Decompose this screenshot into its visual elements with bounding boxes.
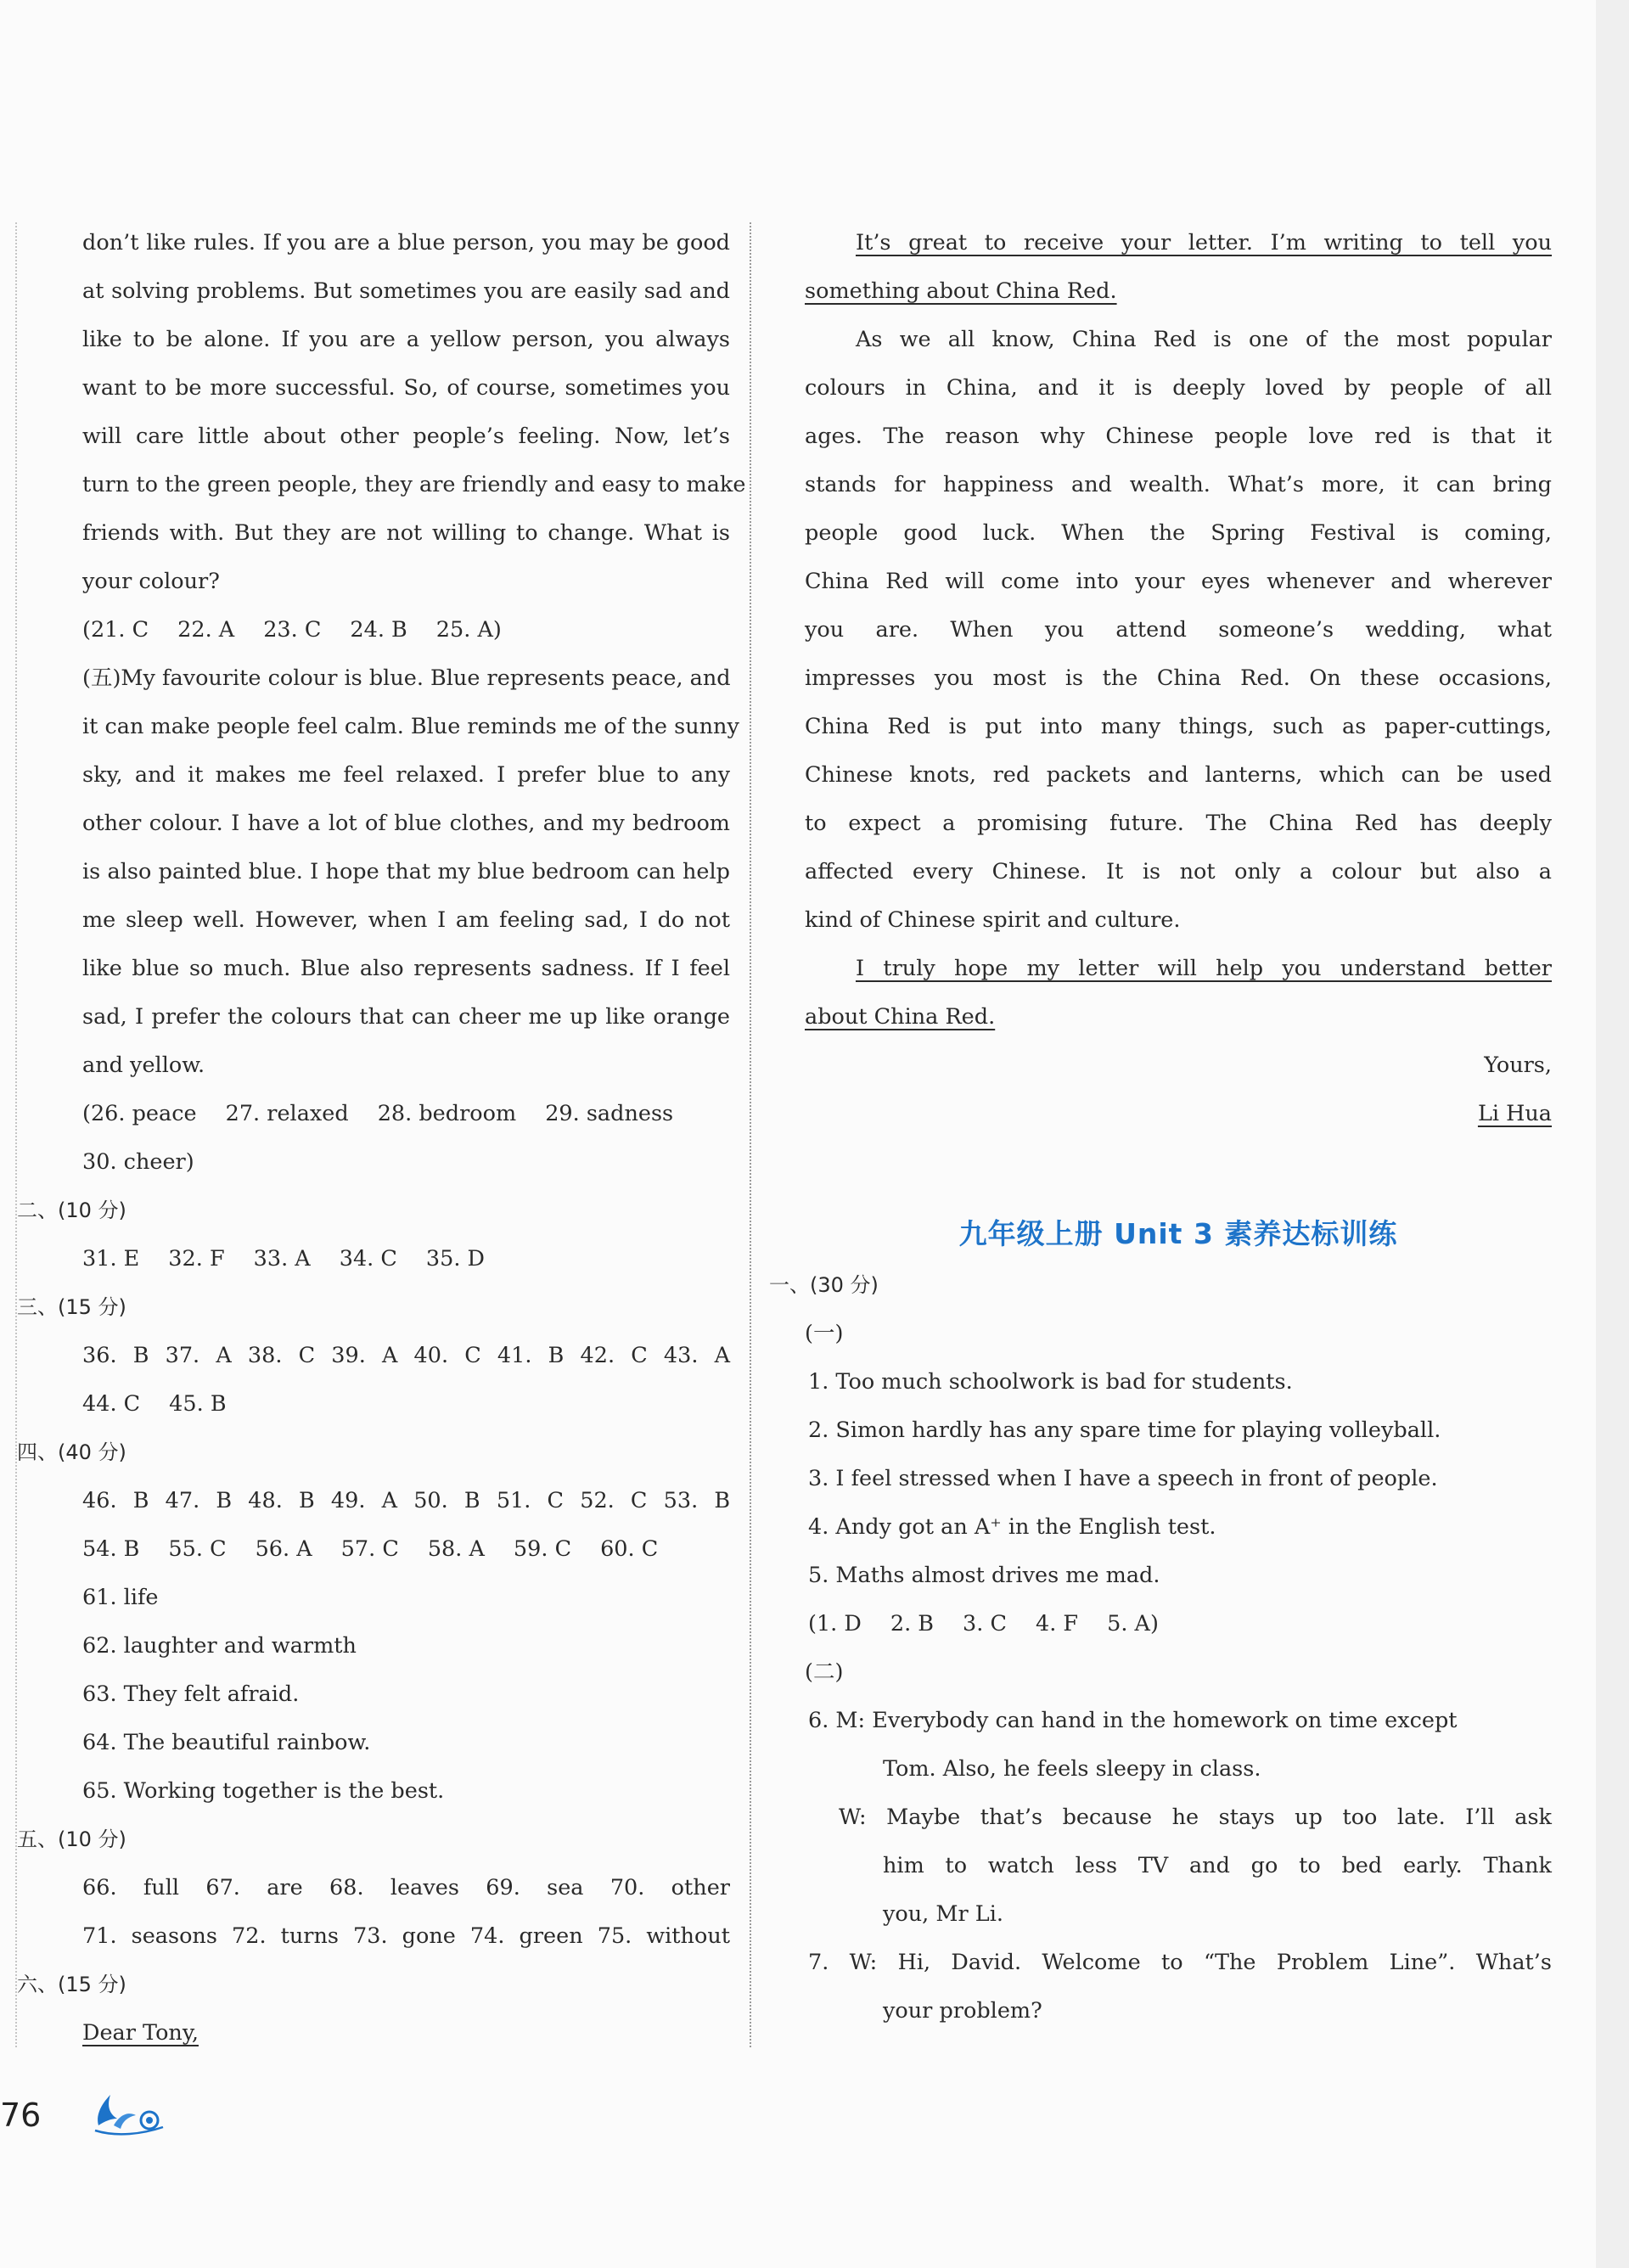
text-line: Chinese knots, red packets and lanterns, which can be used (805, 762, 1552, 788)
answer: 28. bedroom (377, 1101, 517, 1126)
text-line: affected every Chinese. It is not only a colour but also a (805, 859, 1552, 884)
section-heading: 三、(15 分) (17, 1295, 126, 1319)
text-line: people good luck. When the Spring Festival is coming, (805, 520, 1552, 546)
column-divider (750, 222, 751, 2047)
answer: 67. are (205, 1875, 303, 1900)
answer: 54. B (82, 1536, 140, 1562)
book-logo-icon (92, 2090, 168, 2137)
answer: 2. B (890, 1611, 935, 1636)
text-line: kind of Chinese spirit and culture. (805, 907, 1181, 933)
answer: 44. C (82, 1391, 141, 1417)
answer: 58. A (427, 1536, 485, 1562)
answer: 24. B (350, 617, 407, 643)
answer: 31. E (82, 1246, 140, 1272)
answer: 36. B (82, 1343, 149, 1368)
answer-row-44-45 (82, 1380, 730, 1429)
right-column (805, 219, 1552, 1138)
answer-row-66-70 (82, 1864, 730, 1912)
dialogue-line: your problem? (883, 1998, 1042, 2024)
answer: 72. turns (232, 1923, 339, 1949)
page-edge-shadow (1596, 0, 1629, 2268)
answer: 5. A) (1107, 1611, 1159, 1636)
section-heading: 二、(10 分) (17, 1199, 126, 1222)
right-column-exercises (769, 1261, 1552, 2035)
text-line: will care little about other people’s feeling. Now, let’s (82, 424, 730, 449)
answer-64: 64. The beautiful rainbow. (82, 1730, 371, 1755)
answer: 42. C (580, 1343, 648, 1368)
answer: 45. B (169, 1391, 227, 1417)
left-column (17, 219, 746, 2057)
answer-61: 61. life (82, 1585, 159, 1610)
section-heading: 六、(15 分) (17, 1973, 126, 1996)
text-line: you are. When you attend someone’s wedding, what (805, 617, 1552, 643)
answer: 59. C (513, 1536, 572, 1562)
answer: 40. C (413, 1343, 481, 1368)
answer: 74. green (469, 1923, 583, 1949)
answer-62: 62. laughter and warmth (82, 1633, 357, 1659)
text-line: impresses you most is the China Red. On these occasions, (805, 665, 1552, 691)
answer-65: 65. Working together is the best. (82, 1778, 445, 1804)
answer: 55. C (168, 1536, 227, 1562)
item: 2. Simon hardly has any spare time for playing volleyball. (808, 1418, 1441, 1443)
answer: 53. B (663, 1488, 731, 1513)
answer: 25. A) (435, 617, 502, 643)
text-line: ages. The reason why Chinese people love red is that it (805, 424, 1552, 449)
answer: 43. A (663, 1343, 731, 1368)
answer: (1. D (808, 1611, 862, 1636)
section-heading: 四、(40 分) (17, 1440, 126, 1464)
answer-63: 63. They felt afraid. (82, 1681, 300, 1707)
text-line: As we all know, China Red is one of the most popular (856, 327, 1552, 352)
item: 1. Too much schoolwork is bad for students. (808, 1369, 1293, 1395)
part-heading: (二) (805, 1659, 844, 1685)
answer: 33. A (253, 1246, 311, 1272)
dialogue-line: you, Mr Li. (883, 1901, 1003, 1927)
text-line: it can make people feel calm. Blue reminds me of the sunny (82, 714, 739, 739)
section-heading: 一、(30 分) (769, 1273, 879, 1297)
answer: 69. sea (486, 1875, 584, 1900)
text-line: colours in China, and it is deeply loved by people of all (805, 375, 1552, 401)
answer-row-36-43 (82, 1332, 730, 1380)
text-line: China Red will come into your eyes whenever and wherever (805, 569, 1552, 594)
dialogue-line: 6. M: Everybody can hand in the homework on time except (808, 1708, 1458, 1733)
text-line: other colour. I have a lot of blue clothes, and my bedroom (82, 811, 730, 836)
answer: 52. C (580, 1488, 648, 1513)
answer-row-31-35 (82, 1235, 730, 1283)
answer-row-46-53 (82, 1477, 730, 1525)
part-heading: (一) (805, 1321, 844, 1346)
letter-greeting: Dear Tony, (82, 2020, 199, 2046)
answer: 66. full (82, 1875, 180, 1900)
answer: 4. F (1035, 1611, 1079, 1636)
answer: 37. A (165, 1343, 232, 1368)
answer-row-54-60 (82, 1525, 730, 1574)
answer: 27. relaxed (225, 1101, 349, 1126)
dialogue-line: W: Maybe that’s because he stays up too late. I’ll ask (839, 1805, 1552, 1830)
answer-row-21-25 (82, 606, 730, 654)
answer: 29. sadness (545, 1101, 674, 1126)
answer: 60. C (600, 1536, 659, 1562)
answer: 35. D (425, 1246, 485, 1272)
answer: 47. B (165, 1488, 233, 1513)
item: 3. I feel stressed when I have a speech in front of people. (808, 1466, 1438, 1491)
answer-row-26-29 (82, 1090, 730, 1138)
text-line: (五)My favourite colour is blue. Blue represents peace, and (82, 665, 731, 691)
section-heading: 五、(10 分) (17, 1827, 126, 1851)
text-line: I truly hope my letter will help you understand better (856, 956, 1552, 981)
answer: 23. C (263, 617, 322, 643)
answer: (26. peace (82, 1101, 197, 1126)
answer: 46. B (82, 1488, 149, 1513)
answer: 56. A (255, 1536, 312, 1562)
answer: 3. C (963, 1611, 1007, 1636)
text-line: like to be alone. If you are a yellow person, you always (82, 327, 730, 352)
answer: 34. C (339, 1246, 397, 1272)
text-line: your colour? (82, 569, 220, 594)
sign-off: Yours, (1484, 1053, 1552, 1078)
signature: Li Hua (1477, 1101, 1552, 1126)
page-number: 76 (0, 2097, 42, 2134)
text-line: friends with. But they are not willing to change. What is (82, 520, 730, 546)
answer: 48. B (248, 1488, 315, 1513)
answer: 57. C (340, 1536, 399, 1562)
text-line: like blue so much. Blue also represents sadness. If I feel (82, 956, 730, 981)
unit-title: 九年级上册 Unit 3 素养达标训练 (958, 1217, 1398, 1250)
text-line: stands for happiness and wealth. What’s more, it can bring (805, 472, 1552, 497)
answer-row-71-75 (82, 1912, 730, 1961)
text-line: China Red is put into many things, such as paper-cuttings, (805, 714, 1552, 739)
text-line: want to be more successful. So, of course, sometimes you (82, 375, 730, 401)
text-line: at solving problems. But sometimes you are easily sad and (82, 278, 730, 304)
answer: 41. B (497, 1343, 565, 1368)
text-line: sky, and it makes me feel relaxed. I prefer blue to any (82, 762, 730, 788)
item: 4. Andy got an A⁺ in the English test. (808, 1514, 1216, 1540)
answer: 50. B (413, 1488, 480, 1513)
answer: 70. other (609, 1875, 730, 1900)
answer-30: 30. cheer) (82, 1149, 194, 1175)
text-line: about China Red. (805, 1004, 996, 1030)
answer: 51. C (496, 1488, 565, 1513)
text-line: sad, I prefer the colours that can cheer me up like orange (82, 1004, 730, 1030)
answer-row-1-5 (808, 1600, 1552, 1648)
answer: 49. A (330, 1488, 398, 1513)
answer: 73. gone (353, 1923, 456, 1949)
answer: (21. C (82, 617, 149, 643)
answer: 71. seasons (82, 1923, 217, 1949)
text-line: me sleep well. However, when I am feeling sad, I do not (82, 907, 730, 933)
text-line: something about China Red. (805, 278, 1117, 304)
text-line: It’s great to receive your letter. I’m writing to tell you (856, 230, 1552, 255)
text-line: turn to the green people, they are friendly and easy to make (82, 472, 746, 497)
item: 5. Maths almost drives me mad. (808, 1563, 1160, 1588)
dialogue-line: him to watch less TV and go to bed early. Thank (883, 1853, 1552, 1878)
dialogue-line: Tom. Also, he feels sleepy in class. (883, 1756, 1261, 1782)
text-line: to expect a promising future. The China Red has deeply (805, 811, 1552, 836)
answer: 38. C (247, 1343, 316, 1368)
dialogue-line: 7. W: Hi, David. Welcome to “The Problem Line”. What’s (808, 1950, 1552, 1975)
text-line: don’t like rules. If you are a blue person, you may be good (82, 230, 730, 255)
text-line: is also painted blue. I hope that my blue bedroom can help (82, 859, 730, 884)
answer: 39. A (331, 1343, 398, 1368)
answer: 22. A (177, 617, 235, 643)
text-line: and yellow. (82, 1053, 205, 1078)
answer: 32. F (168, 1246, 225, 1272)
answer: 75. without (597, 1923, 731, 1949)
answer: 68. leaves (329, 1875, 459, 1900)
